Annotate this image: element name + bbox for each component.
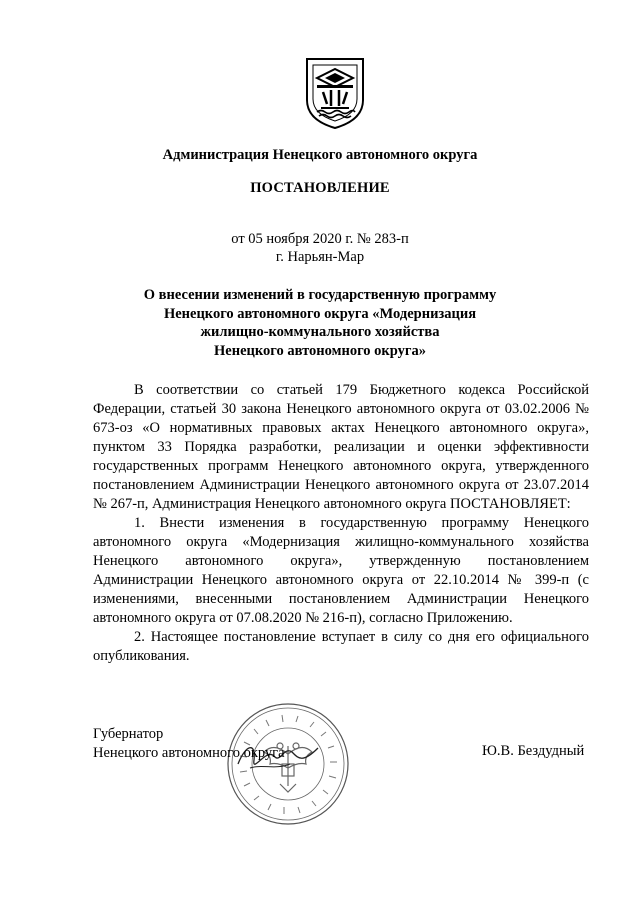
document-type: ПОСТАНОВЛЕНИЕ bbox=[250, 180, 390, 196]
item-1-paragraph: 1. Внести изменения в государственную программу Ненецкого автономного округа «Модернизация жилищно-коммунального хозяйства Ненецкого автономного округа», утвержденную постановлением Администрации Ненецкого автономного округа от 22.10.2014 № 399-п (с изменениями, внесенными постановлением Администрации Ненецкого автономного округа от 07.08.2020 № 216-п), согласно Приложению. bbox=[93, 515, 589, 626]
subject-line: жилищно-коммунального хозяйства bbox=[200, 324, 440, 340]
preamble-paragraph: В соответствии со статьей 179 Бюджетного кодекса Российской Федерации, статьей 30 закона Ненецкого автономного округа от 03.02.2006 № 673-оз «О нормативных правовых актах Ненецкого автономного округа», пунктом 33 Порядка разработки, реализации и оценки эффективности государственных программ Ненецкого автономного округа, утвержденного постановлением Администрации Ненецкого автономного округа от 23.07.2014 № 267-п, Администрация Ненецкого автономного округа ПОСТАНОВЛЯЕТ: bbox=[93, 382, 589, 512]
subject-line: О внесении изменений в государственную программу bbox=[143, 287, 497, 303]
subject-line: Ненецкого автономного округа» bbox=[214, 342, 426, 359]
organization-title: Администрация Ненецкого автономного округа bbox=[162, 147, 478, 163]
document-body bbox=[93, 381, 589, 666]
date-number: от 05 ноября 2020 г. № 283-п bbox=[231, 231, 409, 247]
item-2-paragraph: 2. Настоящее постановление вступает в силу со дня его официального опубликования. bbox=[93, 629, 589, 664]
city: г. Нарьян-Мар bbox=[275, 249, 365, 265]
signatory-title: Губернатор bbox=[93, 726, 164, 742]
subject-line: Ненецкого автономного округа «Модернизация bbox=[163, 305, 477, 322]
document-subject bbox=[0, 286, 640, 360]
signatory-role bbox=[93, 725, 285, 762]
signatory-name: Ю.В. Бездудный bbox=[482, 743, 585, 759]
signatory-region: Ненецкого автономного округа bbox=[93, 744, 285, 761]
coat-of-arms-icon bbox=[303, 56, 367, 130]
